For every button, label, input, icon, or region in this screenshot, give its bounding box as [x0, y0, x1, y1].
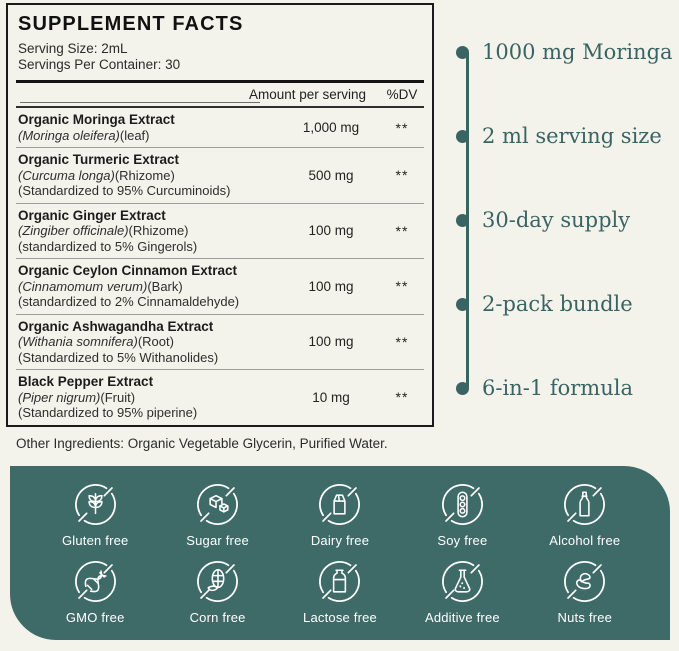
badge-item — [279, 481, 401, 554]
ingredient-standardization: (Standardized to 95% piperine) — [18, 405, 198, 420]
sugar-cubes-icon — [194, 481, 241, 528]
serving-size: Serving Size: 2mL — [18, 41, 128, 56]
nuts-icon — [561, 558, 608, 605]
ingredient-botanical: (Zingiber officinale)(Rhizome) — [18, 223, 189, 238]
badge-item — [401, 558, 523, 631]
badge-label: Gluten free — [61, 533, 129, 548]
highlight-item — [456, 206, 676, 234]
ingredient-row — [16, 108, 424, 148]
badge-label: GMO free — [65, 609, 125, 625]
badge-item — [401, 481, 523, 554]
ingredient-name: Organic Moringa Extract — [18, 112, 175, 127]
ingredient-dv: ** — [395, 222, 409, 239]
badge-item — [524, 558, 646, 631]
highlight-label: 1000 mg Moringa — [482, 40, 673, 64]
highlight-item — [456, 38, 676, 66]
ingredient-name: Organic Turmeric Extract — [18, 152, 180, 167]
ingredient-amount: 10 mg — [312, 389, 350, 405]
ingredient-row — [16, 315, 424, 371]
highlight-item — [456, 374, 676, 402]
supplement-facts-title: SUPPLEMENT FACTS — [18, 13, 244, 35]
ingredient-standardization: (Standardized to 95% Curcuminoids) — [18, 183, 231, 198]
corn-icon — [194, 558, 241, 605]
badge-item — [156, 558, 278, 631]
badge-label: Lactose free — [303, 609, 377, 625]
ingredient-name: Organic Ginger Extract — [18, 207, 166, 223]
servings-per-container: Servings Per Container: 30 — [18, 57, 181, 72]
ingredient-name: Organic Ashwagandha Extract — [18, 318, 214, 334]
ingredient-botanical: (Piper nigrum)(Fruit) — [18, 389, 136, 405]
amount-column-header: Amount per serving — [248, 87, 366, 102]
ingredient-dv: ** — [395, 167, 409, 184]
badge-label: Alcohol free — [549, 533, 621, 548]
ingredient-name: Organic Ceylon Cinnamon Extract — [18, 263, 238, 278]
bullet-dot-icon — [456, 298, 469, 311]
ingredient-standardization: (Standardized to 5% Withanolides) — [18, 349, 219, 365]
badge-item — [524, 481, 646, 554]
highlight-label: 2-pack bundle — [482, 292, 633, 316]
ingredient-name: Black Pepper Extract — [18, 374, 154, 389]
badge-label: Soy free — [437, 533, 488, 548]
highlight-label: 2 ml serving size — [482, 124, 662, 148]
ingredient-dv: ** — [395, 278, 409, 295]
ingredient-botanical: (Curcuma longa)(Rhizome) — [18, 167, 175, 183]
highlights-list — [456, 38, 676, 402]
highlight-label: 6-in-1 formula — [482, 376, 633, 400]
badge-label: Nuts free — [557, 609, 613, 625]
ingredient-dv: ** — [395, 119, 409, 136]
wheat-icon — [72, 481, 119, 528]
ingredient-dv: ** — [395, 389, 409, 406]
badge-item — [34, 481, 156, 554]
ingredient-amount: 500 mg — [308, 167, 354, 183]
ingredient-amount: 1,000 mg — [302, 120, 360, 135]
badge-item — [34, 558, 156, 631]
ingredient-standardization: (standardized to 2% Cinnamaldehyde) — [18, 294, 240, 309]
bullet-dot-icon — [456, 382, 469, 395]
milk-carton-icon — [316, 481, 363, 528]
badge-item — [279, 558, 401, 631]
ingredient-row — [16, 370, 424, 425]
ingredient-rows — [16, 108, 424, 425]
ingredient-amount: 100 mg — [308, 223, 354, 239]
highlight-label: 30-day supply — [482, 208, 631, 232]
table-header — [16, 83, 424, 106]
ingredient-dv: ** — [395, 333, 409, 350]
badge-item — [156, 481, 278, 554]
dna-icon — [72, 558, 119, 605]
highlight-item — [456, 290, 676, 318]
ingredient-standardization: (standardized to 5% Gingerols) — [18, 238, 198, 254]
supplement-facts-panel — [6, 3, 434, 427]
alcohol-bottle-icon — [561, 481, 608, 528]
milk-bottle-icon — [316, 558, 363, 605]
ingredient-amount: 100 mg — [308, 278, 354, 294]
ingredient-row — [16, 259, 424, 315]
badge-label: Additive free — [424, 609, 500, 625]
bullet-dot-icon — [456, 46, 469, 59]
ingredient-botanical: (Cinnamomum verum)(Bark) — [18, 278, 183, 294]
other-ingredients: Other Ingredients: Organic Vegetable Glycerin, Purified Water. — [16, 436, 388, 451]
badge-label: Dairy free — [310, 533, 370, 548]
flask-icon — [439, 558, 486, 605]
ingredient-botanical: (Withania somnifera)(Root) — [18, 334, 174, 349]
ingredient-botanical: (Moringa oleifera)(leaf) — [18, 127, 150, 143]
ingredient-amount: 100 mg — [308, 334, 354, 350]
dv-column-header: %DV — [386, 87, 418, 102]
ingredient-row — [16, 148, 424, 204]
bullet-dot-icon — [456, 130, 469, 143]
highlight-item — [456, 122, 676, 150]
badge-label: Corn free — [189, 609, 246, 625]
free-claims-panel — [10, 466, 670, 640]
header-left-rule — [20, 102, 260, 103]
bullet-dot-icon — [456, 214, 469, 227]
soy-pod-icon — [439, 481, 486, 528]
badge-label: Sugar free — [186, 533, 249, 548]
ingredient-row — [16, 204, 424, 260]
